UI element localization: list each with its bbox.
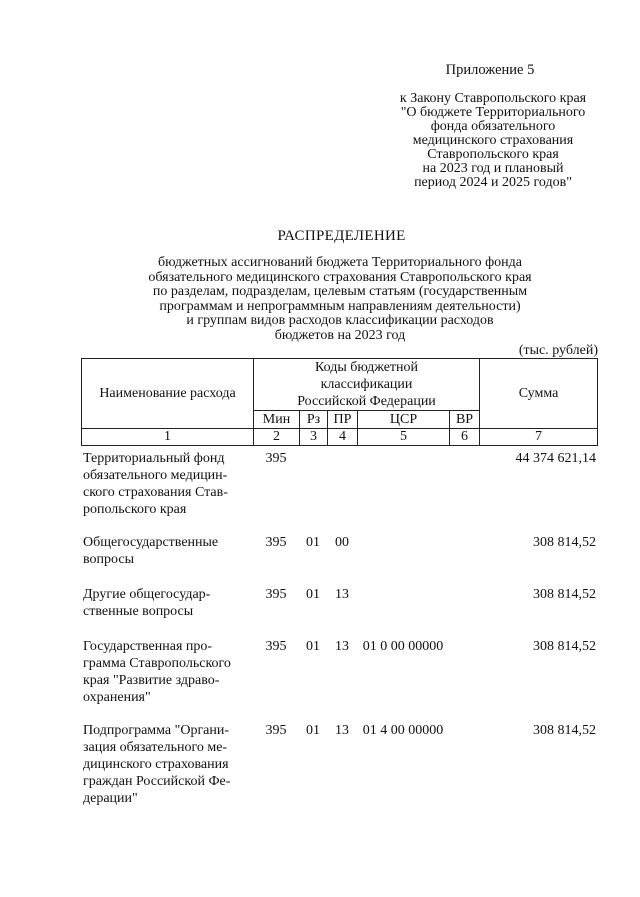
row-name-line: Подпрограмма "Органи- xyxy=(83,723,230,738)
subtitle-line: бюджетных ассигнований бюджета Территориального фонда xyxy=(157,255,523,270)
row-rz: 01 xyxy=(306,723,320,738)
document-subtitle xyxy=(120,256,560,344)
header-pr: ПР xyxy=(328,411,358,429)
row-name-line: обязательного медицин- xyxy=(83,468,228,483)
table-header xyxy=(81,358,598,446)
row-sum: 308 814,52 xyxy=(533,639,596,654)
row-name-line: грамма Ставропольского xyxy=(83,656,231,671)
row-pr: 13 xyxy=(335,723,349,738)
row-name-line: Государственная про- xyxy=(83,639,213,654)
row-csr: 01 4 00 00000 xyxy=(362,723,444,738)
row-name xyxy=(83,722,253,807)
row-min: 395 xyxy=(265,639,287,654)
row-rz: 01 xyxy=(306,535,320,550)
document-title: РАСПРЕДЕЛЕНИЕ xyxy=(277,228,406,244)
row-min: 395 xyxy=(265,451,287,466)
row-rz: 01 xyxy=(306,639,320,654)
row-min: 395 xyxy=(265,723,287,738)
subtitle-line: по разделам, подразделам, целевым статьям (государственным xyxy=(152,284,528,300)
row-sum: 308 814,52 xyxy=(533,587,596,602)
header-number: 4 xyxy=(328,429,358,446)
codes-group-line: классификации xyxy=(320,377,413,392)
header-min: Мин xyxy=(254,411,300,429)
row-name xyxy=(83,450,253,518)
row-name-line: края "Развитие здраво- xyxy=(83,673,220,688)
subtitle-line: программам и непрограммным направлениям деятельности) xyxy=(159,298,521,314)
header-number: 6 xyxy=(450,429,480,446)
row-name-line: ского страхования Став- xyxy=(83,485,228,500)
appendix-label: Приложение 5 xyxy=(445,62,535,78)
header-number: 7 xyxy=(480,429,598,446)
row-pr: 13 xyxy=(335,587,349,602)
row-name xyxy=(83,638,253,706)
header-codes-group xyxy=(254,359,480,411)
header-sum: Сумма xyxy=(480,359,598,429)
row-name-line: Общегосударственные xyxy=(83,535,219,550)
row-csr: 01 0 00 00000 xyxy=(362,639,444,654)
subtitle-line: бюджетов на 2023 год xyxy=(274,327,406,343)
row-sum: 308 814,52 xyxy=(533,723,596,738)
row-name-line: ственные вопросы xyxy=(83,604,194,619)
header-rz: Рз xyxy=(300,411,328,429)
row-name-line: вопросы xyxy=(83,552,134,567)
row-name-line: Территориальный фонд xyxy=(83,451,225,466)
row-sum: 44 374 621,14 xyxy=(515,451,596,466)
attachment-line: к Закону Ставропольского края xyxy=(399,91,587,106)
row-name-line: охранения" xyxy=(83,690,151,705)
codes-group-line: Российской Федерации xyxy=(297,394,436,409)
attachment-line: Ставропольского края xyxy=(427,147,559,162)
header-name: Наименование расхода xyxy=(82,359,254,429)
row-rz: 01 xyxy=(306,587,320,602)
row-pr: 13 xyxy=(335,639,349,654)
header-number: 3 xyxy=(300,429,328,446)
row-min: 395 xyxy=(265,535,287,550)
subtitle-line: и группам видов расходов классификации расходов xyxy=(186,313,494,329)
row-name-line: дицинского страхования xyxy=(83,757,229,772)
row-name-line: зация обязательного ме- xyxy=(83,740,228,755)
units-label: (тыс. рублей) xyxy=(518,343,598,358)
row-sum: 308 814,52 xyxy=(533,535,596,550)
row-name-line: Другие общегосудар- xyxy=(83,587,211,602)
header-number: 1 xyxy=(82,429,254,446)
row-name-line: граждан Российской Фе- xyxy=(83,774,231,789)
attachment-line: медицинского страхования xyxy=(412,133,574,148)
row-name xyxy=(83,534,253,568)
row-name-line: ропольского края xyxy=(83,502,187,517)
header-vr: ВР xyxy=(450,411,480,429)
codes-group-line: Коды бюджетной xyxy=(314,360,419,375)
attachment-line: "О бюджете Территориального xyxy=(400,105,586,120)
row-name xyxy=(83,586,253,620)
attachment-note xyxy=(370,92,616,190)
attachment-line: фонда обязательного xyxy=(430,119,556,134)
attachment-line: на 2023 год и плановый xyxy=(422,161,564,176)
row-pr: 00 xyxy=(335,535,349,550)
attachment-line: период 2024 и 2025 годов" xyxy=(414,175,572,190)
subtitle-line: обязательного медицинского страхования Ставропольского края xyxy=(148,269,532,285)
header-number: 5 xyxy=(358,429,450,446)
row-name-line: дерации" xyxy=(83,791,138,806)
header-number: 2 xyxy=(254,429,300,446)
row-min: 395 xyxy=(265,587,287,602)
header-csr: ЦСР xyxy=(358,411,450,429)
